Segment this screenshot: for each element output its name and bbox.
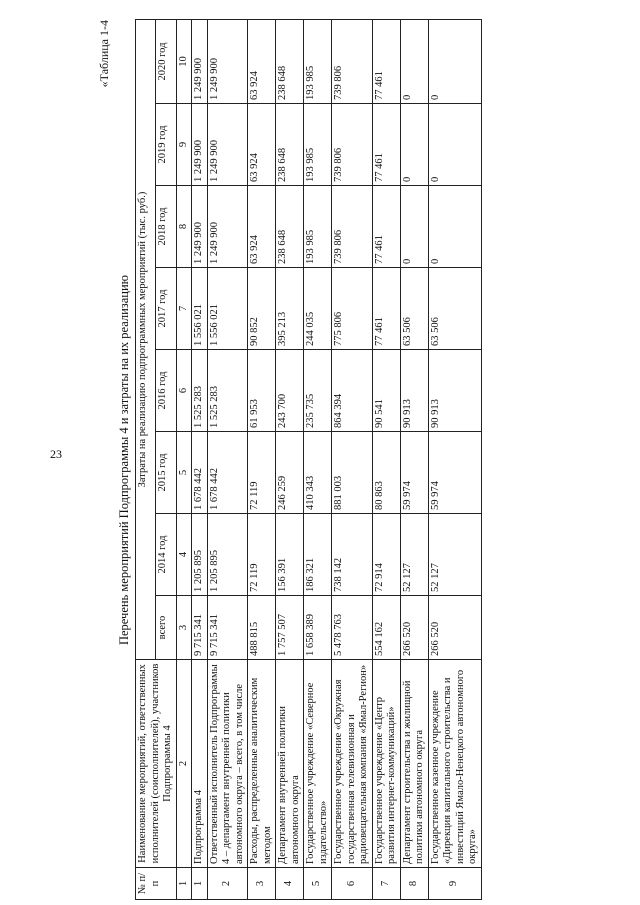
row-total: 488 815 <box>248 596 276 660</box>
row-2014: 72 119 <box>248 514 276 596</box>
row-2019: 739 806 <box>332 104 373 186</box>
row-number: 7 <box>372 868 400 900</box>
row-2019: 1 249 900 <box>192 104 208 186</box>
row-2020: 0 <box>428 20 481 104</box>
row-2017: 63 506 <box>428 268 481 350</box>
header-year: 2017 год <box>156 268 176 350</box>
row-2019: 238 648 <box>276 104 304 186</box>
row-total: 554 162 <box>372 596 400 660</box>
row-2015: 246 259 <box>276 432 304 514</box>
header-year: 2014 год <box>156 514 176 596</box>
row-2018: 0 <box>428 186 481 268</box>
row-2014: 186 321 <box>304 514 332 596</box>
rotated-content <box>95 20 615 900</box>
row-2014: 1 205 895 <box>207 514 248 596</box>
row-name: Департамент внутренней политики автономного округа <box>276 660 304 868</box>
row-2017: 775 806 <box>332 268 373 350</box>
row-2015: 1 678 442 <box>192 432 208 514</box>
row-2018: 77 461 <box>372 186 400 268</box>
header-year: 2020 год <box>156 20 176 104</box>
row-2017: 244 035 <box>304 268 332 350</box>
index-cell: 3 <box>176 596 192 660</box>
row-2016: 61 953 <box>248 350 276 432</box>
header-num: № п/п <box>136 868 177 900</box>
row-2019: 63 924 <box>248 104 276 186</box>
row-2018: 193 985 <box>304 186 332 268</box>
index-cell: 10 <box>176 20 192 104</box>
row-2020: 0 <box>400 20 428 104</box>
row-2015: 1 678 442 <box>207 432 248 514</box>
header-name: Наименование мероприятий, ответственных исполнителей (соисполнителей), участников Подпрограммы 4 <box>136 660 177 868</box>
table-row <box>372 20 400 900</box>
row-2019: 0 <box>400 104 428 186</box>
row-2016: 243 700 <box>276 350 304 432</box>
index-row <box>176 20 192 900</box>
row-2018: 739 806 <box>332 186 373 268</box>
table-row <box>400 20 428 900</box>
row-name: Государственное казенное учреждение «Дирекция капитального строительства и инвестиций Ямало-Ненецкого автономного округа» <box>428 660 481 868</box>
row-2016: 90 541 <box>372 350 400 432</box>
row-number: 6 <box>332 868 373 900</box>
row-2014: 156 391 <box>276 514 304 596</box>
row-2018: 1 249 900 <box>192 186 208 268</box>
row-name: Департамент строительства и жилищной политики автономного округа <box>400 660 428 868</box>
row-2015: 881 003 <box>332 432 373 514</box>
row-2017: 63 506 <box>400 268 428 350</box>
header-year: 2018 год <box>156 186 176 268</box>
index-cell: 9 <box>176 104 192 186</box>
row-2017: 77 461 <box>372 268 400 350</box>
row-name: Ответственный исполнитель Подпрограммы 4 – департамент внутренней политики автономного округа – всего, в том числе <box>207 660 248 868</box>
header-row-1 <box>136 20 156 900</box>
row-number: 8 <box>400 868 428 900</box>
row-2016: 90 913 <box>400 350 428 432</box>
document-title: Перечень мероприятий Подпрограммы 4 и затраты на их реализацию <box>117 274 131 646</box>
table-row <box>276 20 304 900</box>
index-cell: 1 <box>176 868 192 900</box>
row-total: 9 715 341 <box>192 596 208 660</box>
row-2016: 235 735 <box>304 350 332 432</box>
header-costs-group: Затраты на реализацию подпрограммных мероприятий (тыс. руб.) <box>136 20 156 660</box>
header-year: 2019 год <box>156 104 176 186</box>
row-total: 1 757 507 <box>276 596 304 660</box>
index-cell: 7 <box>176 268 192 350</box>
row-total: 266 520 <box>400 596 428 660</box>
row-2015: 410 343 <box>304 432 332 514</box>
header-total: всего <box>156 596 176 660</box>
row-2020: 193 985 <box>304 20 332 104</box>
row-2019: 0 <box>428 104 481 186</box>
index-cell: 6 <box>176 350 192 432</box>
table-reference: «Таблица 1-4 <box>97 20 111 88</box>
row-2018: 1 249 900 <box>207 186 248 268</box>
row-name: Подпрограмма 4 <box>192 660 208 868</box>
row-2020: 238 648 <box>276 20 304 104</box>
row-total: 9 715 341 <box>207 596 248 660</box>
row-2016: 1 525 283 <box>192 350 208 432</box>
row-2015: 59 974 <box>428 432 481 514</box>
row-2017: 1 556 021 <box>192 268 208 350</box>
row-number: 9 <box>428 868 481 900</box>
header-year: 2015 год <box>156 432 176 514</box>
row-2020: 77 461 <box>372 20 400 104</box>
row-number: 1 <box>192 868 208 900</box>
index-cell: 4 <box>176 514 192 596</box>
row-2017: 395 213 <box>276 268 304 350</box>
row-2016: 1 525 283 <box>207 350 248 432</box>
row-number: 2 <box>207 868 248 900</box>
index-cell: 5 <box>176 432 192 514</box>
row-2020: 63 924 <box>248 20 276 104</box>
row-2019: 1 249 900 <box>207 104 248 186</box>
row-2019: 77 461 <box>372 104 400 186</box>
row-2018: 238 648 <box>276 186 304 268</box>
row-2014: 52 127 <box>428 514 481 596</box>
header-year: 2016 год <box>156 350 176 432</box>
row-2014: 72 914 <box>372 514 400 596</box>
index-cell: 2 <box>176 660 192 868</box>
row-name: Государственное учреждение «Центр развития интернет-коммуникаций» <box>372 660 400 868</box>
row-number: 3 <box>248 868 276 900</box>
row-number: 4 <box>276 868 304 900</box>
row-2017: 1 556 021 <box>207 268 248 350</box>
row-number: 5 <box>304 868 332 900</box>
row-total: 5 478 763 <box>332 596 373 660</box>
table-row <box>332 20 373 900</box>
row-total: 1 658 389 <box>304 596 332 660</box>
row-2019: 193 985 <box>304 104 332 186</box>
row-2020: 739 806 <box>332 20 373 104</box>
index-cell: 8 <box>176 186 192 268</box>
row-total: 266 520 <box>428 596 481 660</box>
table-row <box>192 20 208 900</box>
row-2015: 80 863 <box>372 432 400 514</box>
row-2020: 1 249 900 <box>207 20 248 104</box>
table-row <box>207 20 248 900</box>
row-2015: 59 974 <box>400 432 428 514</box>
row-2014: 738 142 <box>332 514 373 596</box>
row-2018: 63 924 <box>248 186 276 268</box>
row-2016: 90 913 <box>428 350 481 432</box>
row-name: Государственное учреждение «Окружная государственная телевизионная и радиовещательная компания «Ямал-Регион» <box>332 660 373 868</box>
table-row <box>248 20 276 900</box>
row-name: Расходы, распределенные аналитическим методом <box>248 660 276 868</box>
page-number: 23 <box>50 447 62 461</box>
spending-table <box>135 19 482 900</box>
row-2014: 52 127 <box>400 514 428 596</box>
row-2020: 1 249 900 <box>192 20 208 104</box>
row-2015: 72 119 <box>248 432 276 514</box>
row-name: Государственное учреждение «Северное издательство» <box>304 660 332 868</box>
row-2018: 0 <box>400 186 428 268</box>
row-2016: 864 394 <box>332 350 373 432</box>
row-2014: 1 205 895 <box>192 514 208 596</box>
table-row <box>428 20 481 900</box>
table-body <box>192 20 482 900</box>
table-row <box>304 20 332 900</box>
row-2017: 90 852 <box>248 268 276 350</box>
